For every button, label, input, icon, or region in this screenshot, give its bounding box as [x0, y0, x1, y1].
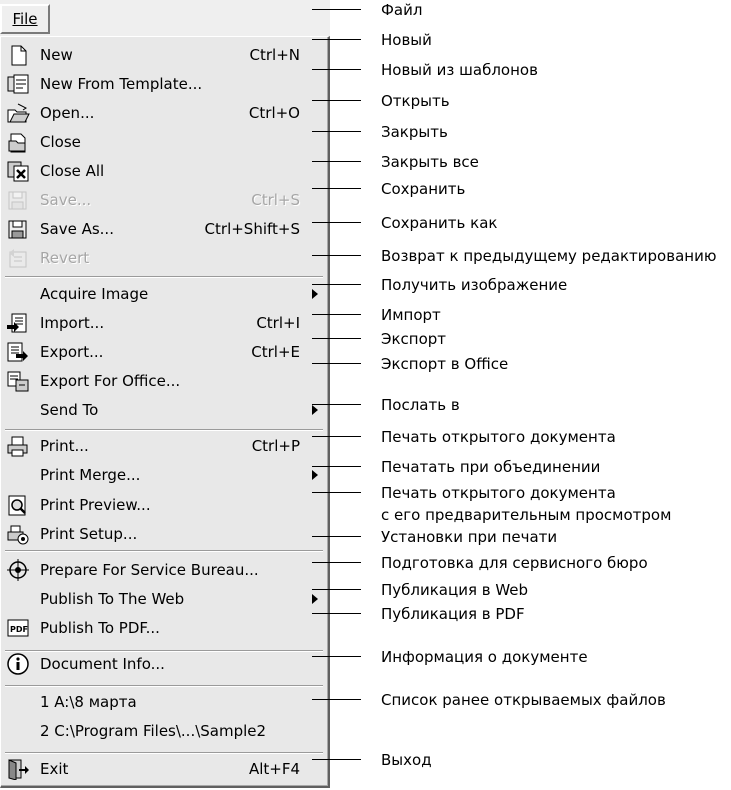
- close-all-icon: [6, 160, 30, 182]
- menu-item-label: 1 A:\8 марта: [40, 693, 137, 711]
- shortcut-text: Ctrl+S: [251, 191, 300, 209]
- leader-line: [312, 436, 361, 437]
- menu-item-label: Print Preview...: [40, 496, 151, 514]
- submenu-arrow-icon: [312, 594, 318, 604]
- annotation-text: Получить изображение: [381, 276, 568, 294]
- annotation-text: Печать открытого документа: [381, 484, 616, 502]
- menu-item-label: Import...: [40, 314, 105, 332]
- printer-icon: [6, 435, 30, 457]
- shortcut-text: Ctrl+Shift+S: [204, 220, 300, 238]
- menu-separator: [5, 650, 323, 652]
- save-as-icon: [6, 218, 30, 240]
- annotation-text: Сохранить: [381, 180, 466, 198]
- menu-item-label: Prepare For Service Bureau...: [40, 561, 259, 579]
- menu-item-send-to[interactable]: [1, 396, 328, 424]
- annotation-text: Печатать при объединении: [381, 458, 601, 476]
- revert-icon: [6, 247, 30, 269]
- shortcut-text: Ctrl+O: [248, 104, 300, 122]
- menu-item-label: Send To: [40, 401, 99, 419]
- menu-item-label: Acquire Image: [40, 285, 149, 303]
- menu-item-import[interactable]: [1, 309, 328, 337]
- annotation-text: Выход: [381, 751, 432, 769]
- menu-item-2-c-program-files-sample2[interactable]: [1, 717, 328, 745]
- menu-item-publish-to-the-web[interactable]: [1, 585, 328, 613]
- annotation-text: Послать в: [381, 396, 460, 414]
- file-menu-button[interactable]: [0, 4, 50, 34]
- annotation-text: Установки при печати: [381, 528, 558, 546]
- exit-icon: [6, 758, 30, 780]
- menu-item-label: Publish To The Web: [40, 590, 185, 608]
- menu-item-publish-to-pdf[interactable]: [1, 614, 328, 642]
- menu-item-new-from-template[interactable]: [1, 70, 328, 98]
- menu-separator: [5, 550, 323, 552]
- menu-item-print-merge[interactable]: [1, 461, 328, 489]
- menu-item-export[interactable]: [1, 338, 328, 366]
- annotation-text: Список ранее открываемых файлов: [381, 691, 666, 709]
- annotation-text: Новый из шаблонов: [381, 61, 538, 79]
- menu-item-print-preview[interactable]: [1, 491, 328, 519]
- open-folder-icon: [6, 102, 30, 124]
- menu-item-label: Export For Office...: [40, 372, 181, 390]
- menu-item-exit[interactable]: [1, 755, 328, 783]
- menu-item-label: Save...: [40, 191, 92, 209]
- menu-item-new[interactable]: [1, 41, 328, 69]
- leader-line: [312, 589, 361, 590]
- menu-item-export-for-office[interactable]: [1, 367, 328, 395]
- menu-item-label: Revert: [40, 249, 90, 267]
- leader-line: [312, 9, 361, 10]
- menu-item-label: Publish To PDF...: [40, 619, 160, 637]
- print-setup-icon: [6, 523, 30, 545]
- new-document-icon: [6, 44, 30, 66]
- annotation-text: Файл: [381, 1, 423, 19]
- annotation-text: Закрыть: [381, 123, 448, 141]
- leader-line: [312, 188, 361, 189]
- leader-line: [312, 656, 361, 657]
- menu-bar: [0, 0, 330, 36]
- leader-line: [312, 536, 361, 537]
- svg-text:PDF: PDF: [10, 625, 28, 634]
- annotation-text: Возврат к предыдущему редактированию: [381, 247, 717, 265]
- file-menu-dropdown: [0, 36, 330, 788]
- leader-line: [312, 39, 361, 40]
- menu-item-label: Open...: [40, 104, 95, 122]
- menu-item-1-a-8[interactable]: [1, 688, 328, 716]
- annotation-text: Новый: [381, 31, 432, 49]
- menu-item-acquire-image[interactable]: [1, 280, 328, 308]
- leader-line: [312, 338, 361, 339]
- annotation-text: Открыть: [381, 92, 450, 110]
- menu-separator: [5, 685, 323, 687]
- submenu-arrow-icon: [312, 289, 318, 299]
- menu-item-print-setup[interactable]: [1, 520, 328, 548]
- import-icon: [6, 312, 30, 334]
- leader-line: [312, 613, 361, 614]
- shortcut-text: Ctrl+P: [251, 437, 300, 455]
- leader-line: [312, 100, 361, 101]
- menu-item-label: Close All: [40, 162, 105, 180]
- menu-item-save-as[interactable]: [1, 215, 328, 243]
- menu-item-save: [1, 186, 328, 214]
- menu-item-label: Print...: [40, 437, 89, 455]
- menu-item-label: Export...: [40, 343, 104, 361]
- annotation-text: Подготовка для сервисного бюро: [381, 554, 648, 572]
- annotation-text: Закрыть все: [381, 153, 479, 171]
- menu-item-label: Close: [40, 133, 81, 151]
- shortcut-text: Ctrl+E: [251, 343, 300, 361]
- info-icon: [6, 653, 30, 675]
- annotation-text: Публикация в PDF: [381, 605, 525, 623]
- menu-item-prepare-for-service-bureau[interactable]: [1, 556, 328, 584]
- annotation-text: Сохранить как: [381, 214, 498, 232]
- menu-item-label: Print Setup...: [40, 525, 138, 543]
- shortcut-text: Ctrl+N: [249, 46, 300, 64]
- annotation-text: Экспорт в Office: [381, 355, 509, 373]
- leader-line: [312, 314, 361, 315]
- pdf-icon: [6, 617, 30, 639]
- menu-separator: [5, 752, 323, 754]
- export-office-icon: [6, 370, 30, 392]
- leader-line: [312, 466, 361, 467]
- submenu-arrow-icon: [312, 470, 318, 480]
- annotation-text: Публикация в Web: [381, 581, 529, 599]
- template-icon: [6, 73, 30, 95]
- leader-line: [312, 131, 361, 132]
- menu-item-label: New: [40, 46, 73, 64]
- close-document-icon: [6, 131, 30, 153]
- service-bureau-icon: [6, 559, 30, 581]
- submenu-arrow-icon: [312, 405, 318, 415]
- annotation-text-line2: с его предварительным просмотром: [381, 506, 672, 524]
- export-icon: [6, 341, 30, 363]
- menu-item-label: Document Info...: [40, 655, 165, 673]
- leader-line: [312, 699, 361, 700]
- file-menu-label: File: [12, 10, 38, 28]
- menu-item-open[interactable]: [1, 99, 328, 127]
- menu-item-close[interactable]: [1, 128, 328, 156]
- menu-item-label: 2 C:\Program Files\...\Sample2: [40, 722, 267, 740]
- menu-item-close-all[interactable]: [1, 157, 328, 185]
- leader-line: [312, 284, 361, 285]
- leader-line: [312, 562, 361, 563]
- annotation-text: Импорт: [381, 306, 441, 324]
- menu-item-revert: [1, 244, 328, 272]
- save-icon: [6, 189, 30, 211]
- leader-line: [312, 363, 361, 364]
- leader-line: [312, 759, 361, 760]
- shortcut-text: Alt+F4: [248, 760, 300, 778]
- leader-line: [312, 222, 361, 223]
- leader-line: [312, 161, 361, 162]
- shortcut-text: Ctrl+I: [256, 314, 300, 332]
- leader-line: [312, 255, 361, 256]
- annotation-text: Экспорт: [381, 330, 447, 348]
- annotation-text: Информация о документе: [381, 648, 588, 666]
- annotation-text: Печать открытого документа: [381, 428, 616, 446]
- leader-line: [312, 492, 361, 493]
- menu-item-print[interactable]: [1, 432, 328, 460]
- menu-separator: [5, 276, 323, 278]
- menu-item-document-info[interactable]: [1, 650, 328, 678]
- menu-separator: [5, 429, 323, 431]
- menu-item-label: Exit: [40, 760, 69, 778]
- leader-line: [312, 69, 361, 70]
- menu-item-label: Save As...: [40, 220, 114, 238]
- menu-item-label: New From Template...: [40, 75, 203, 93]
- menu-item-label: Print Merge...: [40, 466, 141, 484]
- leader-line: [312, 404, 361, 405]
- print-preview-icon: [6, 494, 30, 516]
